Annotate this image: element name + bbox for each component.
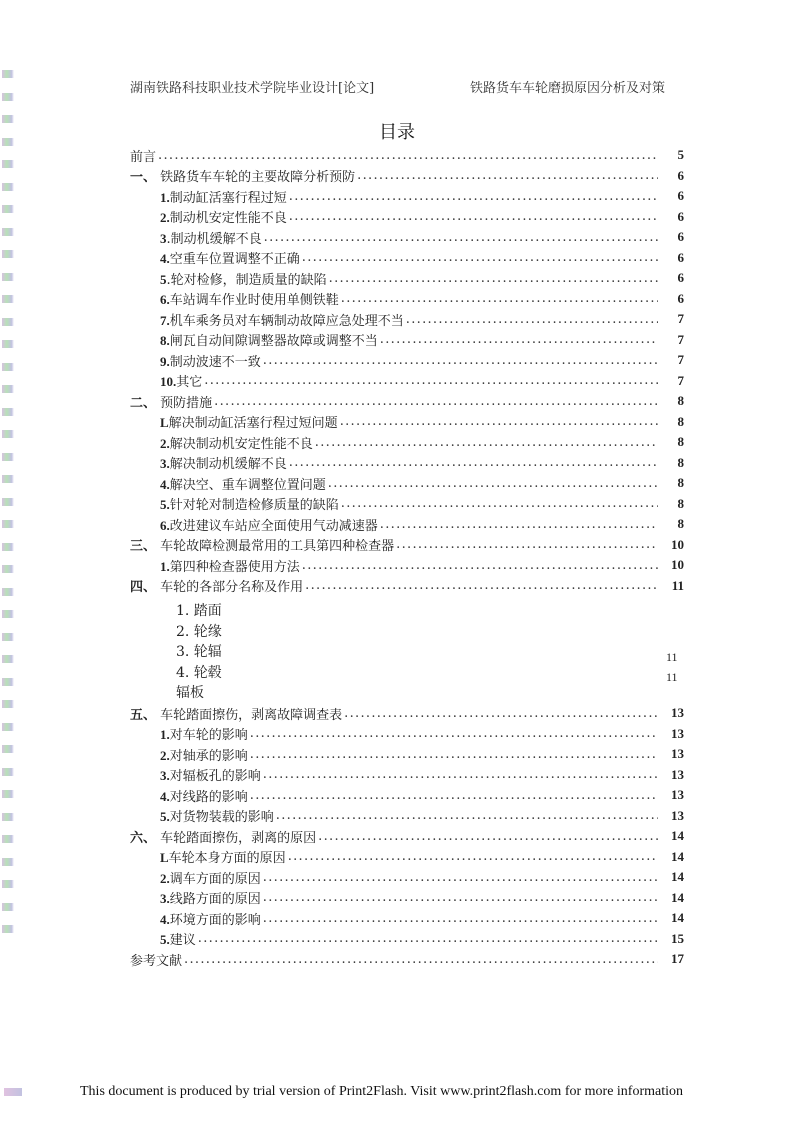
- margin-mark: [2, 903, 14, 911]
- toc-entry[interactable]: [130, 826, 684, 847]
- toc-entry-text: .制动机缓解不良: [166, 231, 262, 247]
- toc-entry-label: [160, 330, 378, 349]
- toc-entry-label: [160, 765, 261, 784]
- toc-entry-page: 7: [677, 352, 684, 368]
- toc-entry-text: 制动机安定性能不良: [169, 211, 287, 227]
- toc-entry-label: [160, 868, 261, 887]
- toc-dot-leader: [328, 476, 658, 491]
- margin-mark: [2, 70, 14, 78]
- toc-entry-page: 13: [671, 787, 684, 803]
- margin-mark: [2, 745, 14, 753]
- margin-mark: [2, 858, 14, 866]
- toc-entry-label: [130, 950, 182, 969]
- toc-entry-label: [160, 248, 300, 267]
- toc-entry[interactable]: [130, 268, 684, 289]
- toc-entry[interactable]: [130, 535, 684, 556]
- toc-entry-page: 13: [671, 766, 684, 782]
- margin-mark: [2, 385, 14, 393]
- toc-entry[interactable]: [130, 350, 684, 371]
- toc-entry[interactable]: [130, 289, 684, 310]
- margin-mark: [2, 925, 14, 933]
- toc-entry-page: 14: [671, 889, 684, 905]
- margin-marks: [2, 70, 24, 948]
- toc-entry-number: 10.: [160, 374, 177, 390]
- toc-entry-page: 13: [671, 807, 684, 823]
- toc-entry[interactable]: [130, 309, 684, 330]
- toc-dot-leader: [263, 890, 658, 905]
- toc-entry-number: 1.: [160, 558, 170, 574]
- toc-entry-number: 1.: [160, 727, 170, 743]
- toc-entry[interactable]: [130, 186, 684, 207]
- margin-mark: [2, 768, 14, 776]
- toc-entry-label: [160, 724, 248, 743]
- toc-entry-page: 7: [677, 311, 684, 327]
- toc-entry[interactable]: [130, 847, 684, 868]
- toc-entry[interactable]: [130, 703, 684, 724]
- toc-entry-text: 铁路货车车轮的主要故障分析预防: [156, 170, 356, 186]
- toc-entry-label: [160, 310, 404, 329]
- toc-dot-leader: [250, 788, 658, 803]
- toc-entry-page: 5: [677, 147, 684, 163]
- toc-entry-page: 6: [677, 188, 684, 204]
- toc-entry[interactable]: [130, 929, 684, 950]
- toc-entry-number: 4.: [160, 911, 170, 927]
- toc-dot-leader: [276, 808, 658, 823]
- toc-entry-number: 3.: [160, 768, 170, 784]
- toc-entry-page: 10: [671, 557, 684, 573]
- toc-entry[interactable]: [130, 888, 684, 909]
- toc-entry-number: 六、: [130, 829, 157, 845]
- toc-entry-page: 14: [671, 848, 684, 864]
- toc-entry-page: 8: [677, 434, 684, 450]
- toc-dot-leader: [289, 209, 658, 224]
- toc-dot-leader: [357, 168, 658, 183]
- toc-dot-leader: [406, 312, 658, 327]
- toc-entry-text: 解决制动机安定性能不良: [169, 436, 313, 452]
- toc-entry-text: 车轮本身方面的原因: [168, 851, 286, 867]
- margin-mark: [2, 520, 14, 528]
- toc-dot-leader: [315, 435, 658, 450]
- toc-entry-label: [130, 146, 156, 165]
- margin-mark: [2, 813, 14, 821]
- toc-entry-number: 5.: [160, 809, 170, 825]
- toc-dot-leader: [380, 332, 658, 347]
- toc-entry-text: 针对轮对制造检修质量的缺陷: [169, 498, 339, 514]
- toc-entry[interactable]: [130, 765, 684, 786]
- margin-mark: [2, 610, 14, 618]
- toc-entry[interactable]: [130, 514, 684, 535]
- margin-mark: [2, 273, 14, 281]
- toc-entry-text: 车站调车作业时使用单侧铁鞋: [169, 293, 339, 309]
- toc-dot-leader: [263, 870, 658, 885]
- trial-watermark-footer: This document is produced by trial version of Print2Flash. Visit www.print2flash.com for more information: [80, 1084, 684, 1099]
- toc-entry-number: 五、: [130, 706, 157, 722]
- toc-dot-leader: [250, 726, 658, 741]
- toc-entry-label: [160, 847, 286, 866]
- toc-entry-text: .轮对检修，制造质量的缺陷: [166, 272, 327, 288]
- margin-mark: [2, 565, 14, 573]
- toc-entry[interactable]: [130, 371, 684, 392]
- toc-entry-page: 8: [677, 516, 684, 532]
- margin-mark: [2, 790, 14, 798]
- toc-entry-label: [160, 453, 287, 472]
- toc-entry-number: 5: [160, 271, 167, 287]
- toc-dot-leader: [158, 148, 658, 163]
- toc-entry[interactable]: [130, 785, 684, 806]
- toc-entry-page: 6: [677, 167, 684, 183]
- toc-entry[interactable]: [130, 473, 684, 494]
- margin-mark: [2, 205, 14, 213]
- margin-mark: [2, 835, 14, 843]
- toc-entry-text: 对货物装载的影响: [169, 810, 274, 826]
- toc-entry-label: [160, 745, 248, 764]
- toc-entry-label: [160, 351, 261, 370]
- toc-entry-number: 四、: [130, 579, 157, 595]
- toc-entry[interactable]: [130, 555, 684, 576]
- toc-entry-page: 8: [677, 495, 684, 511]
- toc-entry-text: 闸瓦自动间隙调整器故障或调整不当: [169, 334, 378, 350]
- wheel-part-item: 辐板: [176, 685, 204, 701]
- toc-entry-text: 车轮踏面擦伤，剥离故障调查表: [156, 707, 343, 723]
- margin-mark: [2, 633, 14, 641]
- toc-entry[interactable]: [130, 432, 684, 453]
- margin-mark: [2, 543, 14, 551]
- toc-entry[interactable]: [130, 248, 684, 269]
- toc-entry-number: 6.: [160, 517, 170, 533]
- margin-mark: [2, 475, 14, 483]
- toc-entry-page: 6: [677, 208, 684, 224]
- margin-mark: [2, 588, 14, 596]
- toc-entry-page: 13: [671, 705, 684, 721]
- toc-entry-page: 14: [671, 910, 684, 926]
- toc-entry-label: [160, 371, 202, 390]
- toc-entry-number: 2.: [160, 435, 170, 451]
- toc-entry-number: 2.: [160, 870, 170, 886]
- toc-entry-label: [160, 412, 338, 431]
- margin-mark: [2, 183, 14, 191]
- toc-entry-label: [160, 556, 300, 575]
- toc-dot-leader: [184, 952, 658, 967]
- footer-mark: [4, 1088, 22, 1096]
- toc-dot-leader: [302, 250, 658, 265]
- toc-entry[interactable]: [130, 949, 684, 970]
- toc-entry-label: [130, 576, 303, 595]
- toc-entry-page: 6: [677, 249, 684, 265]
- toc-entry-page: 17: [671, 951, 684, 967]
- toc-entry-page: 7: [677, 372, 684, 388]
- toc-entry-text: 制动波速不一致: [169, 354, 261, 370]
- toc-entry-page: 6: [677, 290, 684, 306]
- toc-entry-page: 6: [677, 229, 684, 245]
- toc-entry-number: 4.: [160, 788, 170, 804]
- toc-entry-text: 建议: [169, 933, 196, 949]
- margin-mark: [2, 453, 14, 461]
- toc-entry-text: 机车乘务员对车辆制动故障应急处理不当: [169, 313, 404, 329]
- toc-dot-leader: [289, 455, 658, 470]
- wheel-part-item: 4. 轮毂: [176, 664, 222, 681]
- margin-mark: [2, 723, 14, 731]
- table-of-contents: [130, 145, 684, 596]
- toc-entry-page: 11: [671, 577, 684, 593]
- page-header-left: 湖南铁路科技职业技术学院毕业设计[论文]: [130, 81, 375, 96]
- toc-dot-leader: [204, 373, 658, 388]
- margin-mark: [2, 363, 14, 371]
- toc-entry-label: [160, 909, 261, 928]
- toc-entry-page: 14: [671, 828, 684, 844]
- toc-dot-leader: [341, 496, 658, 511]
- toc-entry-label: [160, 289, 339, 308]
- toc-dot-leader: [263, 767, 658, 782]
- toc-entry-number: L: [160, 850, 169, 866]
- toc-entry-label: [160, 515, 378, 534]
- toc-entry-text: 参考文献: [130, 953, 183, 969]
- wheel-part-page: 11: [666, 670, 678, 684]
- margin-mark: [2, 160, 14, 168]
- toc-entry[interactable]: [130, 207, 684, 228]
- margin-mark: [2, 498, 14, 506]
- toc-entry-page: 13: [671, 746, 684, 762]
- toc-entry-label: [130, 535, 394, 554]
- toc-entry[interactable]: [130, 330, 684, 351]
- toc-dot-leader: [263, 911, 658, 926]
- toc-entry-text: 解决制动机缓解不良: [169, 457, 287, 473]
- margin-mark: [2, 250, 14, 258]
- toc-entry-number: L: [160, 415, 169, 431]
- toc-entry[interactable]: [130, 724, 684, 745]
- toc-entry-label: [130, 704, 342, 723]
- toc-entry-label: [160, 494, 339, 513]
- toc-entry[interactable]: [130, 412, 684, 433]
- table-of-contents-continued: [130, 703, 684, 970]
- wheel-part-item: 3. 轮辐: [176, 644, 222, 660]
- toc-entry-text: 调车方面的原因: [169, 871, 261, 887]
- toc-dot-leader: [198, 931, 658, 946]
- toc-entry-label: [160, 269, 327, 288]
- toc-entry-label: [160, 806, 274, 825]
- margin-mark: [2, 430, 14, 438]
- wheel-part-item: 2. 轮缘: [176, 623, 222, 640]
- margin-mark: [2, 700, 14, 708]
- toc-entry-label: [160, 187, 287, 206]
- toc-entry-text: 对线路的影响: [169, 789, 248, 805]
- margin-mark: [2, 295, 14, 303]
- toc-entry-number: 一、: [130, 169, 157, 185]
- margin-mark: [2, 318, 14, 326]
- toc-entry-page: 7: [677, 331, 684, 347]
- toc-entry-number: 8.: [160, 333, 170, 349]
- toc-entry-text: 车轮踏面擦伤，剥离的原因: [156, 830, 317, 846]
- toc-dot-leader: [341, 291, 658, 306]
- toc-dot-leader: [396, 537, 658, 552]
- toc-entry-page: 8: [677, 393, 684, 409]
- toc-entry-text: 预防措施: [156, 395, 213, 411]
- toc-entry-label: [160, 207, 287, 226]
- margin-mark: [2, 678, 14, 686]
- toc-entry-page: 8: [677, 475, 684, 491]
- toc-entry-page: 13: [671, 725, 684, 741]
- wheel-part-page: 11: [666, 650, 678, 664]
- toc-entry-number: 4.: [160, 476, 170, 492]
- toc-entry-text: 其它: [176, 375, 203, 391]
- toc-entry-number: 3.: [160, 456, 170, 472]
- toc-dot-leader: [318, 829, 658, 844]
- toc-entry-text: 线路方面的原因: [169, 892, 261, 908]
- toc-entry-number: 二、: [130, 394, 157, 410]
- toc-entry-label: [160, 786, 248, 805]
- toc-entry-number: 7.: [160, 312, 170, 328]
- toc-entry-page: 6: [677, 270, 684, 286]
- toc-entry[interactable]: [130, 576, 684, 597]
- toc-entry[interactable]: [130, 867, 684, 888]
- toc-entry-number: 5.: [160, 932, 170, 948]
- toc-entry-text: 对辐板孔的影响: [169, 769, 261, 785]
- toc-title: 目录: [379, 122, 415, 143]
- toc-entry-label: [160, 433, 313, 452]
- toc-dot-leader: [344, 706, 658, 721]
- toc-entry-number: 1.: [160, 189, 170, 205]
- toc-entry-label: [130, 827, 316, 846]
- toc-entry-text: 车轮的各部分名称及作用: [156, 580, 304, 596]
- toc-entry-text: 对车轮的影响: [169, 728, 248, 744]
- toc-entry-text: 改进建议车站应全面使用气动减速器: [169, 518, 378, 534]
- wheel-parts-list: [176, 600, 222, 703]
- toc-entry-text: 制动缸活塞行程过短: [169, 190, 287, 206]
- toc-entry-number: 2.: [160, 747, 170, 763]
- toc-entry[interactable]: [130, 166, 684, 187]
- toc-entry[interactable]: [130, 227, 684, 248]
- margin-mark: [2, 115, 14, 123]
- toc-entry-number: 4.: [160, 251, 170, 267]
- page-header-right: 铁路货车车轮磨损原因分析及对策: [470, 81, 666, 96]
- margin-mark: [2, 93, 14, 101]
- toc-entry[interactable]: [130, 744, 684, 765]
- wheel-parts-pages: [666, 650, 678, 690]
- toc-entry-text: 解决制动缸活塞行程过短问题: [168, 416, 338, 432]
- toc-dot-leader: [214, 394, 658, 409]
- toc-entry[interactable]: [130, 494, 684, 515]
- wheel-part-item: 1. 踏面: [176, 603, 222, 619]
- toc-dot-leader: [289, 189, 658, 204]
- toc-entry-text: 前言: [130, 149, 157, 165]
- toc-entry-page: 10: [671, 536, 684, 552]
- toc-entry[interactable]: [130, 453, 684, 474]
- toc-entry-page: 14: [671, 869, 684, 885]
- toc-dot-leader: [340, 414, 658, 429]
- toc-entry-text: 对轴承的影响: [169, 748, 248, 764]
- toc-entry-number: 3: [160, 230, 167, 246]
- margin-mark: [2, 228, 14, 236]
- toc-entry-number: 6.: [160, 292, 170, 308]
- toc-entry-label: [160, 474, 326, 493]
- toc-entry[interactable]: [130, 908, 684, 929]
- toc-dot-leader: [250, 747, 658, 762]
- toc-entry-page: 8: [677, 413, 684, 429]
- toc-entry-text: 空重车位置调整不正确: [169, 252, 300, 268]
- toc-entry[interactable]: [130, 145, 684, 166]
- toc-dot-leader: [380, 517, 658, 532]
- toc-entry-number: 3.: [160, 891, 170, 907]
- toc-entry-page: 15: [671, 930, 684, 946]
- toc-dot-leader: [305, 578, 658, 593]
- toc-entry[interactable]: [130, 806, 684, 827]
- toc-dot-leader: [288, 849, 658, 864]
- toc-entry-text: 解决空、重车调整位置问题: [169, 477, 326, 493]
- toc-entry[interactable]: [130, 391, 684, 412]
- margin-mark: [2, 408, 14, 416]
- toc-entry-text: 环境方面的影响: [169, 912, 261, 928]
- margin-mark: [2, 655, 14, 663]
- toc-dot-leader: [302, 558, 658, 573]
- toc-entry-number: 2.: [160, 210, 170, 226]
- toc-entry-text: 车轮故障检测最常用的工具第四种检查器: [156, 539, 395, 555]
- toc-entry-text: 第四种检查器使用方法: [169, 559, 300, 575]
- toc-entry-number: 9.: [160, 353, 170, 369]
- toc-entry-number: 5.: [160, 497, 170, 513]
- toc-entry-label: [160, 929, 196, 948]
- toc-entry-label: [130, 392, 212, 411]
- toc-entry-label: [160, 228, 262, 247]
- margin-mark: [2, 340, 14, 348]
- toc-dot-leader: [329, 271, 658, 286]
- margin-mark: [2, 880, 14, 888]
- toc-dot-leader: [263, 353, 658, 368]
- margin-mark: [2, 138, 14, 146]
- toc-entry-number: 三、: [130, 538, 157, 554]
- toc-entry-label: [160, 888, 261, 907]
- toc-entry-page: 8: [677, 454, 684, 470]
- toc-entry-label: [130, 166, 355, 185]
- toc-dot-leader: [264, 230, 658, 245]
